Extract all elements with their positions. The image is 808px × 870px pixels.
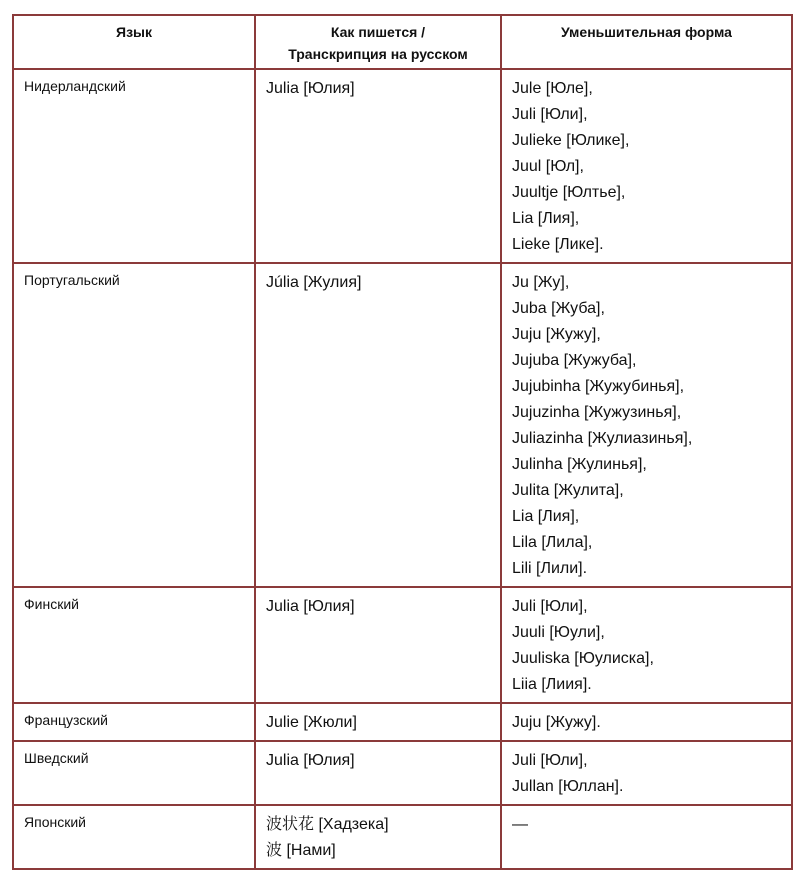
names-table <box>12 14 793 870</box>
header-diminutive <box>501 15 792 69</box>
header-diminutive-label: Уменьшительная форма <box>561 24 732 40</box>
spelling-value: Julie [Жюли] <box>266 714 357 731</box>
diminutive-value: Juliazinha [Жулиазинья], <box>512 430 693 447</box>
header-language-label: Язык <box>116 24 152 40</box>
diminutive-value: Ju [Жу], <box>512 274 570 291</box>
language-name: Французский <box>24 712 108 728</box>
table-row <box>13 263 792 587</box>
diminutive-value: Jujuba [Жужуба], <box>512 352 637 369</box>
language-name: Японский <box>24 814 86 830</box>
spelling-value: Julia [Юлия] <box>266 598 355 615</box>
diminutive-cell <box>501 263 792 587</box>
header-language <box>13 15 255 69</box>
spelling-value: 波状花 [Хадзека] <box>266 816 389 833</box>
spelling-cell <box>255 587 501 703</box>
language-cell <box>13 741 255 805</box>
diminutive-value: Lia [Лия], <box>512 508 580 525</box>
diminutive-value: Lia [Лия], <box>512 210 580 227</box>
diminutive-value: Julita [Жулита], <box>512 482 624 499</box>
header-spelling-line2: Транскрипция на русском <box>288 46 468 62</box>
diminutive-value: Julieke [Юлике], <box>512 132 630 149</box>
spelling-cell <box>255 741 501 805</box>
table-row <box>13 703 792 741</box>
spelling-cell <box>255 805 501 869</box>
language-cell <box>13 703 255 741</box>
table-row <box>13 741 792 805</box>
diminutive-value: Juli [Юли], <box>512 752 588 769</box>
diminutive-value: Juultje [Юлтье], <box>512 184 626 201</box>
diminutive-value: Juli [Юли], <box>512 598 588 615</box>
spelling-value: Julia [Юлия] <box>266 752 355 769</box>
diminutive-value: Jujubinha [Жужубинья], <box>512 378 685 395</box>
spelling-cell <box>255 703 501 741</box>
diminutive-cell <box>501 587 792 703</box>
table-row <box>13 69 792 263</box>
diminutive-cell <box>501 805 792 869</box>
diminutive-value: Jujuzinha [Жужузинья], <box>512 404 682 421</box>
table-body <box>13 69 792 869</box>
diminutive-value: Lili [Лили]. <box>512 560 588 577</box>
language-name: Нидерландский <box>24 78 126 94</box>
language-cell <box>13 587 255 703</box>
diminutive-value: Juuli [Юули], <box>512 624 605 641</box>
diminutive-value: Juju [Жужу]. <box>512 714 601 731</box>
spelling-value: Júlia [Жулия] <box>266 274 362 291</box>
header-spelling-line1: Как пишется / <box>330 24 426 40</box>
diminutive-value: Lieke [Лике]. <box>512 236 604 253</box>
language-name: Финский <box>24 596 79 612</box>
diminutive-value: Juju [Жужу], <box>512 326 601 343</box>
table-row <box>13 587 792 703</box>
language-cell <box>13 69 255 263</box>
spelling-value: 波 [Нами] <box>266 842 336 859</box>
diminutive-value: Lila [Лила], <box>512 534 593 551</box>
diminutive-value: Juuliska [Юулиска], <box>512 650 654 667</box>
diminutive-value: Juli [Юли], <box>512 106 588 123</box>
diminutive-value: Juba [Жуба], <box>512 300 605 317</box>
header-row <box>13 15 792 69</box>
diminutive-value: Jullan [Юллан]. <box>512 778 624 795</box>
table-row <box>13 805 792 869</box>
language-cell <box>13 805 255 869</box>
diminutive-value: Liia [Лиия]. <box>512 676 592 693</box>
diminutive-value: — <box>512 816 528 833</box>
spelling-cell <box>255 263 501 587</box>
diminutive-value: Jule [Юле], <box>512 80 593 97</box>
diminutive-value: Juul [Юл], <box>512 158 584 175</box>
diminutive-cell <box>501 741 792 805</box>
diminutive-cell <box>501 703 792 741</box>
language-cell <box>13 263 255 587</box>
diminutive-value: Julinha [Жулинья], <box>512 456 647 473</box>
spelling-value: Julia [Юлия] <box>266 80 355 97</box>
language-name: Шведский <box>24 750 89 766</box>
header-spelling <box>255 15 501 69</box>
spelling-cell <box>255 69 501 263</box>
diminutive-cell <box>501 69 792 263</box>
language-name: Португальский <box>24 272 120 288</box>
